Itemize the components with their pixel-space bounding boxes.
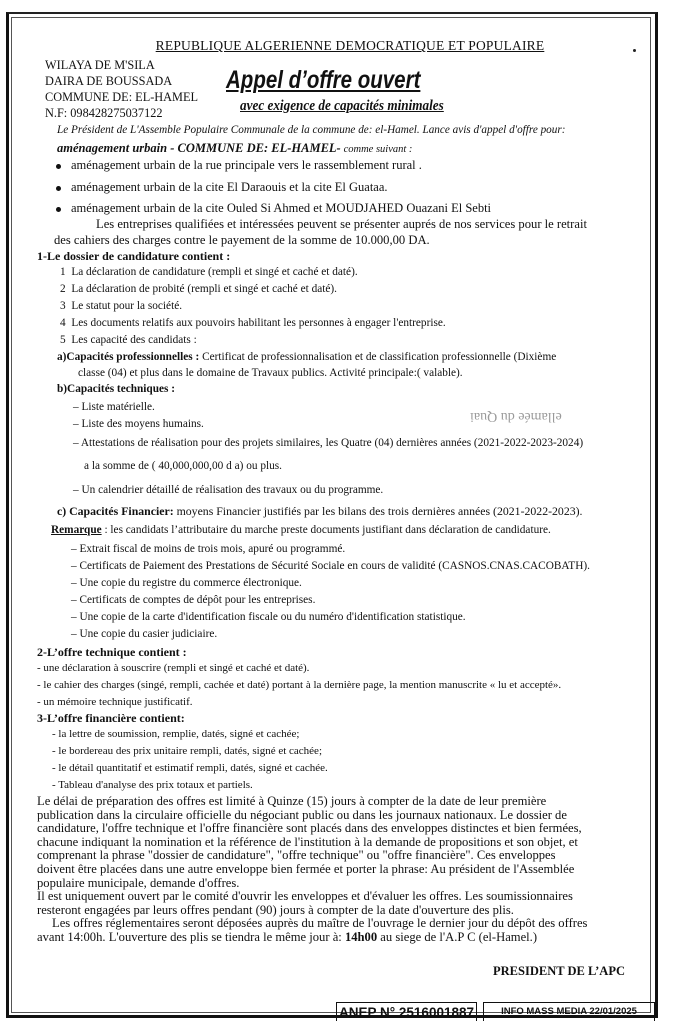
info-mass-media-box: INFO MASS MEDIA 22/01/2025 <box>483 1002 655 1021</box>
item-number: 4 <box>60 317 66 329</box>
opening-time: 14h00 <box>344 929 378 944</box>
bullet-text: aménagement urbain de la rue principale vers le rassemblement rural . <box>71 158 422 172</box>
item-text: La déclaration de candidature (rempli et singé et caché et daté). <box>71 266 358 278</box>
capacites-professionnelles-cont: classe (04) et plus dans le domaine de Travaux publics. Activité principale:( valable). <box>78 367 463 379</box>
cap-tech-item-text: Liste matérielle. <box>81 401 155 413</box>
remark-item: – Certificats de comptes de dépôt pour les entreprises. <box>71 594 316 606</box>
anep-number-box: ANEP N° 2516001887 <box>336 1002 477 1021</box>
document-subtitle: avec exigence de capacités minimales <box>240 98 444 114</box>
closing-line: resteront engagées par leurs offres pendant (90) jours à compter de la date d'ouverture des plis. <box>37 902 514 917</box>
remark-item-text: Certificats de Paiement des Prestations de Sécurité Sociale en cours de validité (CASNOS.CNAS.CACOBATH). <box>79 560 590 572</box>
remark-item: – Certificats de Paiement des Prestations de Sécurité Sociale en cours de validité (CASNOS.CNAS.CACOBATH). <box>71 560 590 572</box>
signature-president: PRESIDENT DE L’APC <box>493 964 625 978</box>
bullet-item <box>56 158 422 173</box>
closing-line: chacune indiquant la nomination et la référence de l'institution à la demande de propositions et son objet, et <box>37 834 578 849</box>
intro-object-bold: aménagement urbain - COMMUNE DE: EL-HAMEL- <box>57 141 341 155</box>
bullet-dot-icon <box>56 207 61 212</box>
closing-line: Le délai de préparation des offres est limité à Quinze (15) jours à compter de la date de leur première <box>37 794 547 808</box>
remark-item: – Une copie du registre du commerce électronique. <box>71 577 302 589</box>
cap-tech-item-text: Attestations de réalisation pour des projets similaires, les Quatre (04) dernières années (2021-2022-2023-2024) <box>80 437 584 449</box>
section3-item: - le bordereau des prix unitaire rempli, datés, signé et cachée; <box>52 745 322 757</box>
item-number: 3 <box>60 300 66 312</box>
section2-item: - un mémoire technique justificatif. <box>37 696 193 708</box>
item-text: Les capacité des candidats : <box>71 334 197 346</box>
document-title: Appel d’offre ouvert <box>226 66 421 94</box>
retrait-line-1: Les entreprises qualifiées et intéressées peuvent se présenter auprés de nos services pour le retrait <box>96 217 587 231</box>
wilaya-label: WILAYA DE M'SILA <box>45 58 155 72</box>
bullet-dot-icon <box>56 186 61 191</box>
closing-line: publication dans la circulaire officielle du négociant public ou dans les journaux nationaux. Le dossier de <box>37 807 567 822</box>
item-number: 1 <box>60 266 66 278</box>
section1-item <box>60 266 358 278</box>
cap-tech-label <box>57 383 175 395</box>
cap-fin-text: moyens Financier justifiés par les bilans des trois dernières années (2021-2022-2023). <box>176 504 583 518</box>
item-text: Les documents relatifs aux pouvoirs habilitant les personnes à engager l'entreprise. <box>71 317 446 329</box>
bullet-item <box>56 201 491 216</box>
section1-item <box>60 300 182 312</box>
bullet-text: aménagement urbain de la cite El Daraouis et la cite El Guataa. <box>71 180 388 194</box>
closing-line: Il est uniquement ouvert par le comité d'ouvrir les enveloppes et d'évaluer les offres. Les soumissionnaires <box>37 889 573 904</box>
closing-line: populaire municipale, demande d'offres. <box>37 875 240 890</box>
retrait-line-2: des cahiers des charges contre le payement de la somme de 10.000,00 DA. <box>54 233 430 247</box>
closing-line: candidature, l'offre technique et l'offre financière sont placés dans des enveloppes distinctes et bien fermées, <box>37 821 582 836</box>
section3-item: - le détail quantitatif et estimatif rempli, datés, signé et cachée. <box>52 762 328 774</box>
cap-tech-amount: a la somme de ( 40,000,000,00 d a) ou plus. <box>84 460 282 472</box>
closing-line: doivent être placées dans une autre enveloppe bien fermée et porter la phrase: Au président de l'Assemblée <box>37 861 575 876</box>
cap-tech-item: – Attestations de réalisation pour des projets similaires, les Quatre (04) dernières années (2021-2022-2023-2024) <box>73 437 584 449</box>
deposit-location: au siege de l'A.P C (el-Hamel.) <box>377 929 538 944</box>
remark-item-text: Une copie du registre du commerce électronique. <box>79 577 302 589</box>
commune-label: COMMUNE DE: EL-HAMEL <box>45 90 199 104</box>
cap-pro-label: a)Capacités professionnelles : <box>57 351 200 363</box>
capacites-professionnelles <box>57 351 556 363</box>
section3-item: - la lettre de soumission, remplie, datés, signé et cachée; <box>52 728 300 740</box>
remark-label: Remarque <box>51 524 102 536</box>
item-text: La déclaration de probité (rempli et singé et caché et daté). <box>71 283 337 295</box>
bleed-through-text: ellamée du Quai <box>470 409 562 424</box>
capacites-financier <box>57 504 583 519</box>
remark-item-text: Certificats de comptes de dépôt pour les entreprises. <box>79 594 316 606</box>
section2-heading: 2-L’offre technique contient : <box>37 645 187 659</box>
remark-item: – Une copie du casier judiciaire. <box>71 628 218 640</box>
remark-text: : les candidats l’attributaire du marche preste documents justifiant dans déclaration de candidature. <box>101 524 551 536</box>
intro-line: Le Président de L'Assemble Populaire Communale de la commune de: el-Hamel. Lance avis d'appel d'offre pour: <box>57 124 566 136</box>
section1-item <box>60 334 197 346</box>
section2-item: - une déclaration à souscrire (rempli et singé et caché et daté). <box>37 662 310 674</box>
cap-tech-item-text: Un calendrier détaillé de réalisation des travaux ou du programme. <box>81 484 384 496</box>
fiscal-number: N.F: 098428275037122 <box>45 106 163 120</box>
item-text: Le statut pour la société. <box>71 300 183 312</box>
item-number: 2 <box>60 283 66 295</box>
remark-item: – Une copie de la carte d'identification fiscale ou du numéro d'identification statistique. <box>71 611 466 623</box>
section3-item: - Tableau d'analyse des prix totaux et partiels. <box>52 779 253 791</box>
section1-item <box>60 317 446 329</box>
remark-item-text: Une copie de la carte d'identification fiscale ou du numéro d'identification statistique. <box>79 611 466 623</box>
remark <box>51 524 551 536</box>
cap-tech-item-text: Liste des moyens humains. <box>81 418 204 430</box>
deposit-line-2 <box>37 931 637 945</box>
cap-fin-label: c) Capacités Financier: <box>57 504 174 518</box>
remark-item: – Extrait fiscal de moins de trois mois, apuré ou programmé. <box>71 543 346 555</box>
section2-item: - le cahier des charges (singé, rempli, cachée et daté) portant à la dernière page, la mention manuscrite « lu et accepté». <box>37 679 562 691</box>
closing-paragraph <box>37 795 637 945</box>
section1-item <box>60 283 337 295</box>
daira-label: DAIRA DE BOUSSADA <box>45 74 173 88</box>
remark-item-text: Une copie du casier judiciaire. <box>79 628 218 640</box>
intro-object <box>57 141 412 156</box>
scan-speck <box>633 49 636 52</box>
republic-heading: REPUBLIQUE ALGERIENNE DEMOCRATIQUE ET POPULAIRE <box>155 38 545 53</box>
bullet-dot-icon <box>56 164 61 169</box>
cap-pro-text: Certificat de professionnalisation et de classification professionnelle (Dixième <box>202 351 557 363</box>
deposit-text: avant 14:00h. L'ouverture des plis se tiendra le même jour à: <box>37 929 345 944</box>
closing-line: comprenant la phrase "dossier de candidature", "offre technique" ou "offre financière". Ces enveloppes <box>37 848 556 863</box>
cap-tech-item: – Liste des moyens humains. <box>73 418 204 430</box>
section1-heading: 1-Le dossier de candidature contient : <box>37 249 231 263</box>
section3-heading: 3-L’offre financière contient: <box>37 711 185 725</box>
item-number: 5 <box>60 334 66 346</box>
cap-tech-item: – Liste matérielle. <box>73 401 155 413</box>
cap-tech-item: – Un calendrier détaillé de réalisation des travaux ou du programme. <box>73 484 384 496</box>
remark-item-text: Extrait fiscal de moins de trois mois, apuré ou programmé. <box>79 543 346 555</box>
bullet-text: aménagement urbain de la cite Ouled Si Ahmed et MOUDJAHED Ouazani El Sebti <box>71 201 492 215</box>
bullet-item <box>56 180 388 195</box>
intro-object-suffix: comme suivant : <box>343 144 413 155</box>
cap-tech-label-text: b)Capacités techniques : <box>57 383 175 395</box>
deposit-line: Les offres réglementaires seront déposées auprès du maître de l'ouvrage le dernier jour du dépôt des offres <box>52 916 588 931</box>
